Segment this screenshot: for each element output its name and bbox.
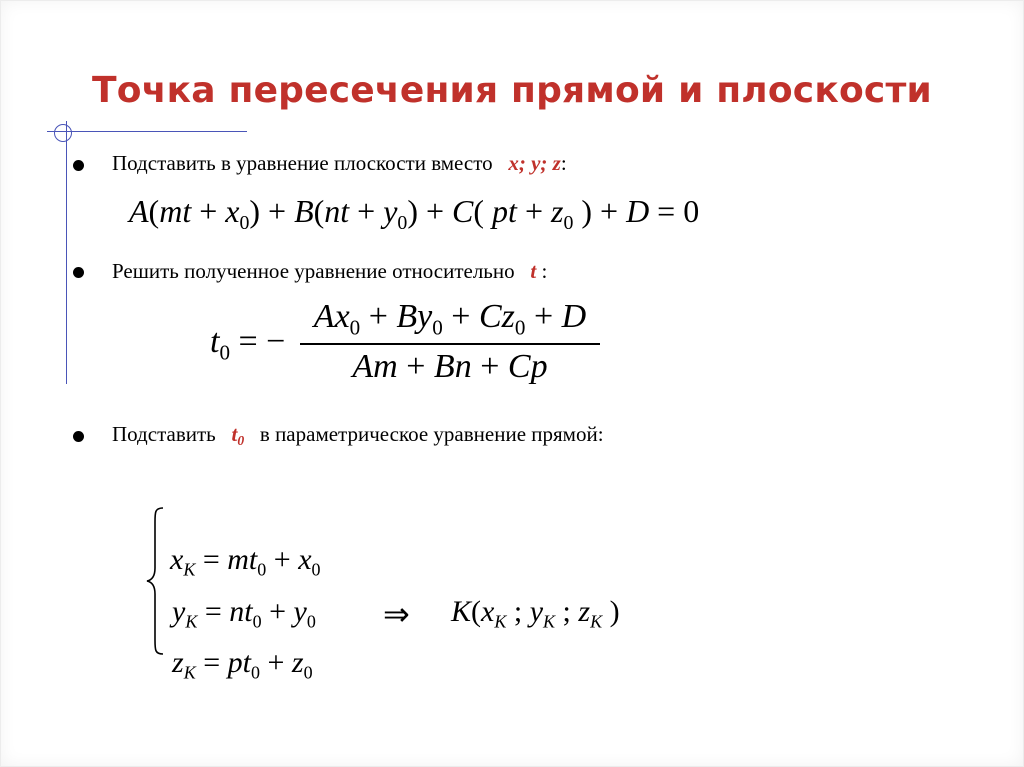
bullet-dot (73, 267, 84, 278)
eq-term: nt (229, 595, 253, 628)
eq-term: Cz (478, 298, 515, 335)
eq-term: mt (159, 193, 192, 229)
eq-term: 0 (250, 662, 260, 683)
eq-term: C (452, 193, 474, 229)
plane-substitution-equation (129, 193, 700, 234)
eq-term: + (592, 193, 627, 229)
eq-term: x (298, 543, 312, 576)
bullet-3-tail: в параметрическое уравнение прямой: (259, 422, 604, 446)
eq-term: K (590, 611, 603, 632)
eq-term: 0 (239, 211, 250, 234)
bullet-dot (73, 160, 84, 171)
eq-term: ( (473, 193, 493, 229)
eq-term: = − (230, 323, 286, 360)
eq-term: = (195, 543, 228, 576)
eq-term: 0 (514, 315, 526, 340)
eq-term: K (183, 662, 196, 683)
eq-term: ( (148, 193, 160, 229)
eq-term: 0 (219, 340, 230, 365)
fraction-bar (300, 343, 600, 345)
decoration-line-vertical (66, 121, 67, 384)
eq-term: = (195, 646, 228, 679)
eq-term: ) (407, 193, 418, 229)
eq-term: 0 (432, 315, 443, 340)
eq-term: + (191, 193, 226, 229)
eq-term: + (525, 298, 562, 335)
bullet-1-tail: : (560, 151, 567, 175)
eq-term: y (529, 595, 544, 628)
bullet-3-var-sub: 0 (237, 433, 245, 449)
eq-term: z (172, 646, 184, 679)
eq-term: + (259, 646, 292, 679)
bullet-2-vars: t (530, 259, 537, 283)
eq-term: 0 (306, 611, 316, 632)
eq-term: + (516, 193, 551, 229)
eq-term: ) (602, 595, 620, 628)
eq-term: K (451, 595, 472, 628)
eq-term: + (397, 348, 434, 385)
t0-lhs (210, 323, 286, 365)
eq-term: Ax (313, 298, 350, 335)
bullet-1-text (112, 151, 567, 176)
eq-term: pt (227, 646, 251, 679)
eq-term: nt (324, 193, 350, 229)
eq-term: 0 (397, 211, 408, 234)
eq-term: ( (471, 595, 482, 628)
bullet-1-label: Подставить в уравнение плоскости вместо (112, 151, 493, 175)
eq-term: 0 (683, 193, 700, 229)
bullet-2-tail: : (541, 259, 548, 283)
eq-term: z (291, 646, 304, 679)
eq-term: 0 (563, 211, 574, 234)
bullet-3-var: t (231, 422, 238, 446)
eq-term: B (294, 193, 314, 229)
bullet-3-text (112, 422, 604, 447)
eq-term: + (360, 298, 397, 335)
eq-term: 0 (349, 315, 361, 340)
eq-term: = (649, 193, 684, 229)
eq-term: ( (313, 193, 325, 229)
eq-term: K (183, 559, 196, 580)
eq-term: pt (492, 193, 517, 229)
eq-term: 0 (303, 662, 313, 683)
eq-term: z (578, 595, 591, 628)
bullet-3-label: Подставить (112, 422, 216, 446)
eq-term: By (396, 298, 433, 335)
eq-term: mt (227, 543, 258, 576)
eq-term: K (543, 611, 556, 632)
t0-numerator (300, 298, 600, 340)
slide-title: Точка пересечения прямой и плоскости (92, 70, 932, 111)
intersection-point (451, 595, 620, 632)
eq-term: + (349, 193, 384, 229)
eq-term: x (481, 595, 495, 628)
eq-term: x (170, 543, 184, 576)
eq-term: y (293, 595, 307, 628)
eq-term: Bn (433, 348, 472, 385)
eq-term: ; (555, 595, 579, 628)
eq-term: + (261, 595, 294, 628)
eq-term: ) (573, 193, 593, 229)
eq-term: Cp (507, 348, 548, 385)
eq-term: A (129, 193, 149, 229)
system-line-z (172, 646, 313, 683)
eq-term: D (626, 193, 650, 229)
eq-term: y (383, 193, 398, 229)
bullet-1-vars: x; y; z (508, 151, 561, 175)
system-line-x (170, 543, 321, 580)
t0-denominator (300, 348, 600, 386)
bullet-3-vars (231, 422, 245, 449)
eq-term: + (471, 348, 508, 385)
decoration-line-horizontal (47, 131, 247, 132)
bullet-2-text (112, 259, 547, 284)
eq-term: 0 (311, 559, 321, 580)
eq-term: + (418, 193, 453, 229)
implies-arrow: ⇒ (383, 596, 410, 632)
eq-term: 0 (257, 559, 267, 580)
eq-term: + (260, 193, 295, 229)
system-line-y (172, 595, 316, 632)
eq-term: = (197, 595, 230, 628)
bullet-dot (73, 431, 84, 442)
eq-term: y (172, 595, 186, 628)
decoration-circle (54, 124, 72, 142)
eq-term: D (561, 298, 587, 335)
eq-term: ; (506, 595, 530, 628)
eq-term: x (225, 193, 240, 229)
eq-term: z (550, 193, 564, 229)
eq-term: + (442, 298, 479, 335)
eq-term: t (210, 323, 220, 360)
eq-term: Am (352, 348, 398, 385)
eq-term: K (185, 611, 198, 632)
eq-term: ) (249, 193, 261, 229)
eq-term: + (266, 543, 299, 576)
eq-term: 0 (252, 611, 262, 632)
bullet-2-label: Решить полученное уравнение относительно (112, 259, 515, 283)
eq-term: K (494, 611, 507, 632)
system-brace (145, 506, 167, 656)
